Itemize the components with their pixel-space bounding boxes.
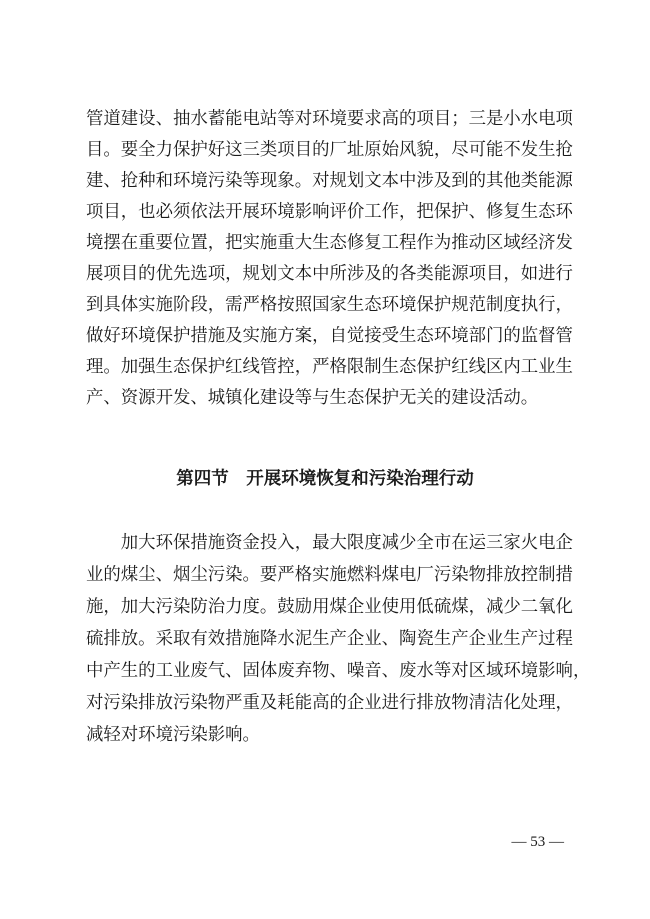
paragraph-line: 到具体实施阶段，需严格按照国家生态环境保护规范制度执行， [86, 295, 573, 315]
paragraph-line: 境摆在重要位置，把实施重大生态修复工程作为推动区域经济发 [86, 233, 573, 253]
paragraph-line: 管道建设、抽水蓄能电站等对环境要求高的项目；三是小水电项 [86, 109, 573, 129]
paragraph-line: 中产生的工业废气、固体废弃物、噪音、废水等对区域环境影响， [86, 661, 591, 681]
paragraph-line: 项目，也必须依法开展环境影响评价工作，把保护、修复生态环 [86, 202, 573, 222]
paragraph-line: 减轻对环境污染影响。 [86, 725, 260, 745]
paragraph-line: 业的煤尘、烟尘污染。要严格实施燃料煤电厂污染物排放控制措 [86, 565, 573, 585]
paragraph-line: 产、资源开发、城镇化建设等与生态保护无关的建设活动。 [86, 388, 539, 408]
paragraph-line: 展项目的优先选项，规划文本中所涉及的各类能源项目，如进行 [86, 264, 573, 284]
page-number: — 53 — [511, 834, 564, 850]
paragraph-line: 加大环保措施资金投入，最大限度减少全市在运三家火电企 [86, 533, 573, 553]
paragraph-line: 施，加大污染防治力度。鼓励用煤企业使用低硫煤，减少二氧化 [86, 597, 573, 617]
paragraph-line: 理。加强生态保护红线管控，严格限制生态保护红线区内工业生 [86, 357, 573, 377]
section-heading: 第四节 开展环境恢复和污染治理行动 [176, 469, 474, 489]
paragraph-line: 建、抢种和环境污染等现象。对规划文本中涉及到的其他类能源 [86, 171, 573, 191]
paragraph-line: 目。要全力保护好这三类项目的厂址原始风貌，尽可能不发生抢 [86, 140, 573, 160]
paragraph-line: 硫排放。采取有效措施降水泥生产企业、陶瓷生产企业生产过程 [86, 629, 573, 649]
paragraph-line: 对污染排放污染物严重及耗能高的企业进行排放物清洁化处理， [86, 693, 573, 713]
paragraph-line: 做好环境保护措施及实施方案，自觉接受生态环境部门的监督管 [86, 326, 573, 346]
